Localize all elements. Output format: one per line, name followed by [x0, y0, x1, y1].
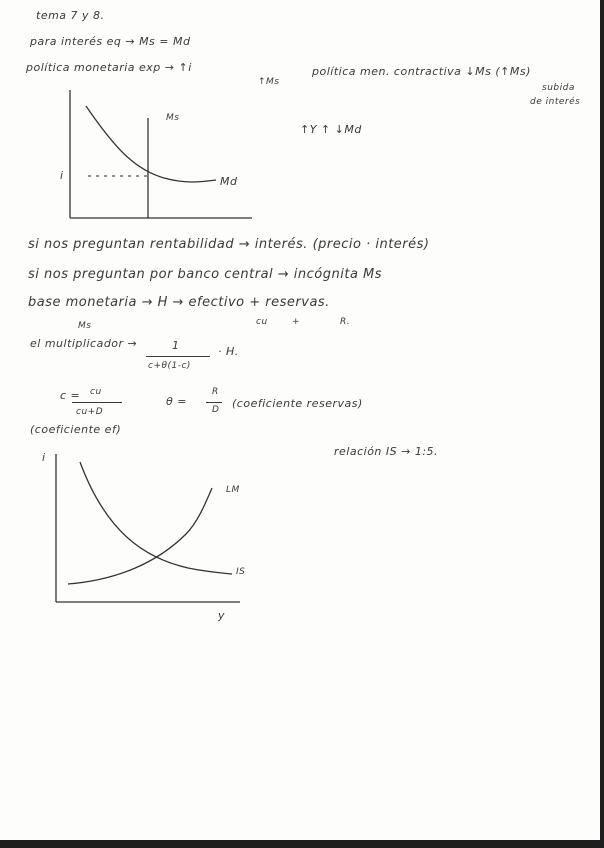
graph2-i-label: i	[42, 451, 46, 464]
note-coef: (coeficiente ef)	[30, 423, 122, 436]
c-fraction-bar	[72, 402, 122, 403]
c-lhs: c =	[60, 389, 81, 402]
note-line-policy: política monetaria exp → ↑i	[26, 61, 192, 74]
note-heading: tema 7 y 8.	[36, 9, 105, 22]
c-denominator: cu+D	[76, 407, 104, 417]
theta-note: (coeficiente reservas)	[232, 397, 363, 410]
mult-numerator: 1	[172, 339, 180, 352]
page-edge-bottom	[0, 840, 604, 848]
page-edge-right	[600, 0, 604, 848]
graph2-lm-curve	[68, 488, 212, 584]
mult-fraction-bar	[146, 356, 210, 357]
note-relacion: relación IS → 1:5.	[334, 445, 439, 458]
note-base-r: R.	[340, 317, 351, 327]
note-multiplicador: el multiplicador →	[30, 337, 138, 350]
theta-fraction-bar	[206, 402, 222, 403]
c-numerator: cu	[90, 387, 102, 397]
graph2-is-label: IS	[236, 567, 246, 577]
theta-numerator: R	[212, 387, 219, 397]
note-line-policy-sub: ↑Ms	[258, 77, 280, 87]
note-line-base: base monetaria → H → efectivo + reservas.	[28, 295, 330, 310]
note-ms-above: Ms	[78, 321, 92, 331]
graph1-ms-label: Ms	[166, 113, 180, 123]
theta-denominator: D	[212, 405, 220, 415]
graph1-i-label: i	[60, 169, 64, 182]
note-graph-note: ↑Y ↑ ↓Md	[300, 123, 362, 136]
money-market-graph	[56, 90, 256, 230]
note-line-policy-right2: subida	[542, 83, 575, 93]
note-line-banco: si nos preguntan por banco central → incógnita Ms	[28, 267, 383, 282]
mult-denominator: c+θ(1-c)	[148, 361, 191, 371]
theta-lhs: θ =	[166, 395, 187, 408]
note-line-rentabilidad: si nos preguntan rentabilidad → interés. (precio · interés)	[28, 237, 430, 252]
note-base-cu: cu	[256, 317, 268, 327]
graph2-lm-label: LM	[226, 485, 240, 495]
mult-tail: · H.	[218, 345, 239, 358]
is-lm-graph	[48, 452, 248, 612]
note-line-equilibrium: para interés eq → Ms = Md	[30, 35, 191, 48]
graph1-md-label: Md	[220, 175, 238, 188]
note-line-policy-right: política men. contractiva ↓Ms (↑Ms)	[312, 65, 531, 78]
note-line-policy-right3: de interés	[530, 97, 581, 107]
graph1-md-curve	[86, 106, 216, 182]
graph2-y-label: y	[218, 609, 226, 622]
note-base-plus: +	[292, 317, 301, 327]
